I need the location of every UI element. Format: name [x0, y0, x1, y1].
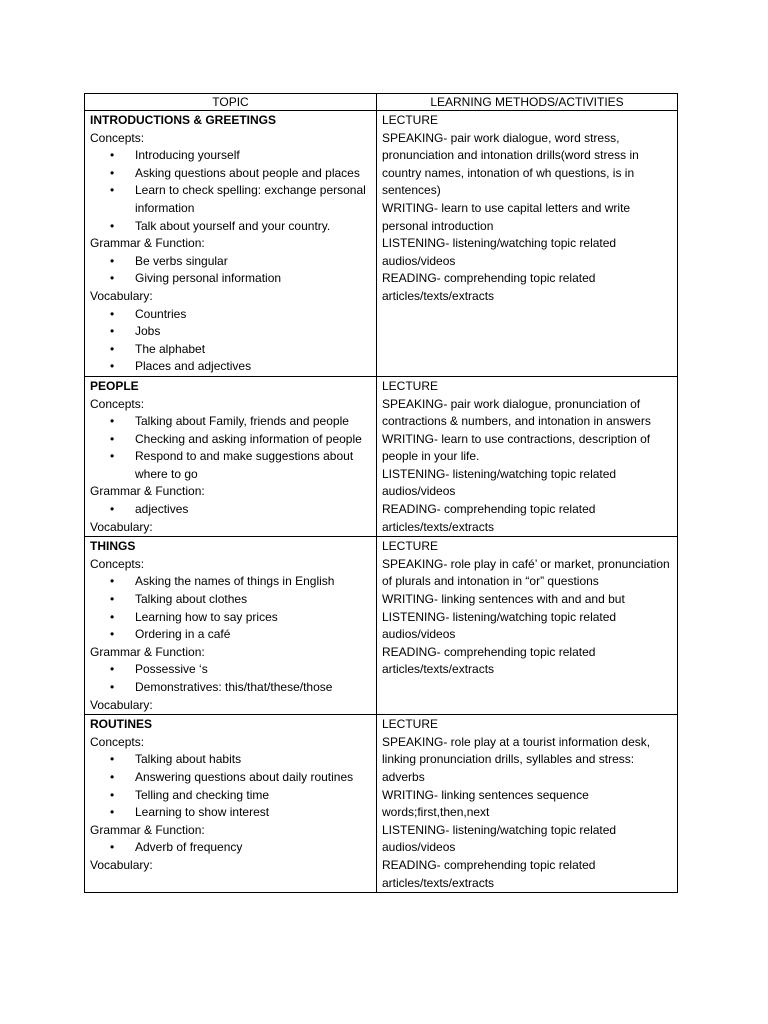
list-item: • Asking the names of things in English	[135, 573, 371, 591]
method-item: WRITING- linking sentences sequence words;first,then,next	[382, 787, 589, 820]
list-item: • Ordering in a café	[135, 626, 371, 644]
topic-cell	[85, 376, 377, 536]
methods-cell	[377, 715, 678, 893]
list-item: • Countries	[135, 306, 371, 324]
methods-cell	[377, 376, 678, 536]
list-item: • The alphabet	[135, 341, 371, 359]
topic-title: PEOPLE	[90, 378, 139, 393]
list-item: • Checking and asking information of people	[135, 431, 371, 449]
list-item: • Giving personal information	[135, 270, 371, 288]
method-item: SPEAKING- pair work dialogue, word stress, pronunciation and intonation drills(word stress in country names, intonation of wh questions, is in sentences)	[382, 130, 639, 198]
list-item: • Learning how to say prices	[135, 609, 371, 627]
vocabulary-list	[90, 306, 371, 376]
list-item: • Telling and checking time	[135, 787, 371, 805]
method-item: READING- comprehending topic related articles/texts/extracts	[382, 644, 596, 677]
method-item: LISTENING- listening/watching topic related audios/videos	[382, 236, 617, 268]
concepts-list	[90, 751, 371, 821]
list-item: • Adverb of frequency	[135, 839, 371, 857]
method-item: LECTURE	[382, 113, 439, 127]
list-item: • Jobs	[135, 323, 371, 341]
method-item: SPEAKING- role play in café’ or market, pronunciation of plurals and intonation in “or” questions	[382, 556, 670, 589]
table-row	[85, 715, 678, 893]
syllabus-table	[84, 93, 678, 893]
concepts-label: Concepts:	[90, 734, 145, 749]
list-item: • adjectives	[135, 501, 371, 519]
method-item: WRITING- learn to use capital letters and write personal introduction	[382, 200, 631, 233]
concepts-label: Concepts:	[90, 130, 145, 145]
grammar-list	[90, 839, 371, 857]
list-item: • Talking about habits	[135, 751, 371, 769]
topic-cell	[85, 111, 377, 377]
methods-cell	[377, 537, 678, 715]
grammar-label: Grammar & Function:	[90, 822, 205, 837]
topic-cell	[85, 715, 377, 893]
grammar-label: Grammar & Function:	[90, 484, 205, 499]
topic-title: ROUTINES	[90, 717, 153, 732]
vocabulary-label: Vocabulary:	[90, 857, 153, 872]
list-item: • Possessive ‘s	[135, 661, 371, 679]
method-item: READING- comprehending topic related articles/texts/extracts	[382, 857, 596, 890]
method-item: LISTENING- listening/watching topic related audios/videos	[382, 822, 617, 855]
list-item: • Demonstratives: this/that/these/those	[135, 679, 371, 697]
list-item: • Places and adjectives	[135, 358, 371, 376]
header-row	[85, 94, 678, 111]
table-header	[85, 94, 678, 111]
table-body	[85, 111, 678, 893]
list-item: • Learn to check spelling: exchange personal information	[135, 182, 371, 217]
vocabulary-label: Vocabulary:	[90, 288, 153, 303]
methods-cell	[377, 111, 678, 377]
grammar-list	[90, 501, 371, 519]
vocabulary-label: Vocabulary:	[90, 519, 153, 534]
list-item: • Talk about yourself and your country.	[135, 218, 371, 236]
concepts-list	[90, 413, 371, 483]
list-item: • Talking about clothes	[135, 591, 371, 609]
table-row	[85, 537, 678, 715]
method-item: LECTURE	[382, 539, 439, 554]
concepts-list	[90, 573, 371, 643]
list-item: • Be verbs singular	[135, 253, 371, 271]
list-item: • Talking about Family, friends and people	[135, 413, 371, 431]
method-item: READING- comprehending topic related articles/texts/extracts	[382, 271, 596, 303]
table-row	[85, 376, 678, 536]
method-item: WRITING- learn to use contractions, description of people in your life.	[382, 431, 651, 464]
list-item: • Introducing yourself	[135, 147, 371, 165]
method-item: LECTURE	[382, 717, 439, 732]
table-row	[85, 111, 678, 377]
method-item: WRITING- linking sentences with and and but	[382, 592, 625, 607]
method-item: SPEAKING- pair work dialogue, pronunciation of contractions & numbers, and intonation in answers	[382, 396, 651, 429]
list-item: • Respond to and make suggestions about where to go	[135, 448, 371, 483]
concepts-label: Concepts:	[90, 396, 145, 411]
vocabulary-label: Vocabulary:	[90, 697, 153, 712]
grammar-list	[90, 253, 371, 288]
method-item: LECTURE	[382, 378, 439, 393]
list-item: • Asking questions about people and places	[135, 165, 371, 183]
topic-title: THINGS	[90, 539, 136, 554]
topic-cell	[85, 537, 377, 715]
method-item: SPEAKING- role play at a tourist information desk, linking pronunciation drills, syllables and stress: adverbs	[382, 734, 651, 784]
header-methods: LEARNING METHODS/ACTIVITIES	[377, 94, 678, 111]
method-item: LISTENING- listening/watching topic related audios/videos	[382, 609, 617, 642]
grammar-list	[90, 661, 371, 696]
list-item: • Learning to show interest	[135, 804, 371, 822]
header-topic: TOPIC	[85, 94, 377, 111]
grammar-label: Grammar & Function:	[90, 236, 205, 251]
method-item: LISTENING- listening/watching topic related audios/videos	[382, 466, 617, 499]
concepts-label: Concepts:	[90, 556, 145, 571]
list-item: • Answering questions about daily routines	[135, 769, 371, 787]
grammar-label: Grammar & Function:	[90, 644, 205, 659]
topic-title: INTRODUCTIONS & GREETINGS	[90, 113, 277, 127]
method-item: READING- comprehending topic related articles/texts/extracts	[382, 502, 596, 534]
concepts-list	[90, 147, 371, 235]
